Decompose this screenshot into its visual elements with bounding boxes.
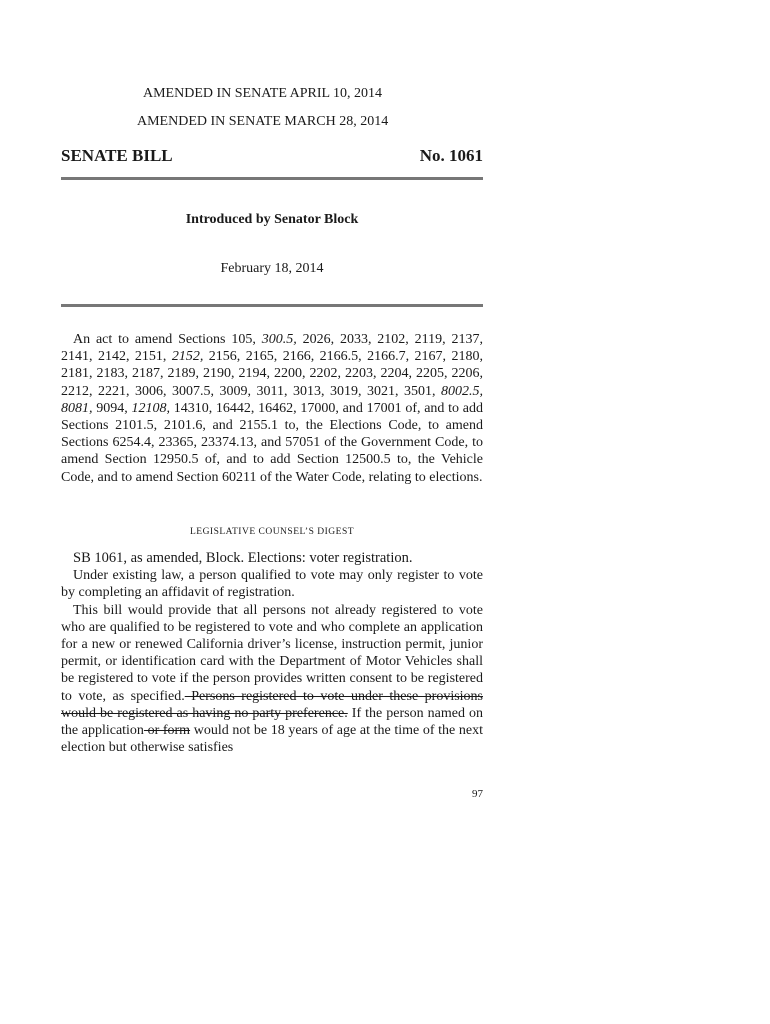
struck-text-2: or form [143, 723, 191, 739]
act-text-2: 2026, 2033, 2102, 2119, 2137, 2141, 2142, 2151, [61, 332, 484, 365]
act-italic-4: 12108, [131, 400, 170, 416]
amendment-line-1: AMENDED IN SENATE APRIL 10, 2014 [143, 86, 383, 101]
digest-paragraph-1: Under existing law, a person qualified to vote may only register to vote by completing an affidavit of registration. [61, 568, 483, 601]
act-italic-1: 300.5, [261, 332, 297, 347]
introduction-date: February 18, 2014 [220, 261, 324, 276]
amendment-line-2: AMENDED IN SENATE MARCH 28, 2014 [137, 114, 389, 129]
introduced-by: Introduced by Senator Block [185, 212, 359, 227]
act-text-1: An act to amend Sections 105, [73, 332, 262, 347]
bill-type: SENATE BILL [61, 146, 173, 165]
digest-text-c: would not be 18 years of age at the time of the next election but otherwise satisfies [61, 723, 483, 756]
act-italic-2: 2152, [171, 349, 204, 365]
digest-heading: LEGISLATIVE COUNSEL’S DIGEST [189, 527, 355, 537]
struck-text-1: Persons registered to vote under these provisions would be registered as having no party preference. [61, 688, 483, 721]
digest-paragraph-2 [61, 602, 483, 757]
top-rule [61, 177, 483, 180]
digest-text-a: This bill would provide that all persons not already registered to vote who are qualified to be registered to vote and who complete an application for a new or renewed California driver’s license, instruction permit, junior permit, or identification card with the Department of Motor Vehicles shall be registered to vote if the person provides written consent to be registered to vote, as specified. [61, 602, 483, 704]
digest-body [61, 550, 483, 756]
act-text-5: 14310, 16442, 16462, 17000, and 17001 of, and to add Sections 2101.5, 2101.6, and 2155.1 to, the Elections Code, to amend Sections 6254.4, 23365, 23374.13, and 57051 of the Government Code, to amend Section 12950.5 of, and to add Section 12500.5 to, the Vehicle Code, and to amend Section 60211 of the Water Code, relating to elections. [61, 400, 483, 485]
digest-text-b: If the person named on the application [61, 705, 483, 739]
digest-summary: SB 1061, as amended, Block. Elections: voter registration. [73, 550, 413, 566]
bill-number: No. 1061 [419, 146, 483, 165]
bottom-rule [61, 304, 483, 307]
act-text-3: 2156, 2165, 2166, 2166.5, 2166.7, 2167, 2180, 2181, 2183, 2187, 2189, 2190, 2194, 2200, 2202, 2203, 2204, 2205, 2206, 2212, 2221, 3006, 3007.5, 3009, 3011, 3013, 3019, 3021, 3501, [61, 349, 484, 399]
act-text-4: 9094, [92, 400, 132, 416]
page-number: 97 [472, 788, 483, 800]
act-italic-3: 8002.5, 8081, [61, 383, 483, 416]
act-title-paragraph [61, 331, 483, 486]
